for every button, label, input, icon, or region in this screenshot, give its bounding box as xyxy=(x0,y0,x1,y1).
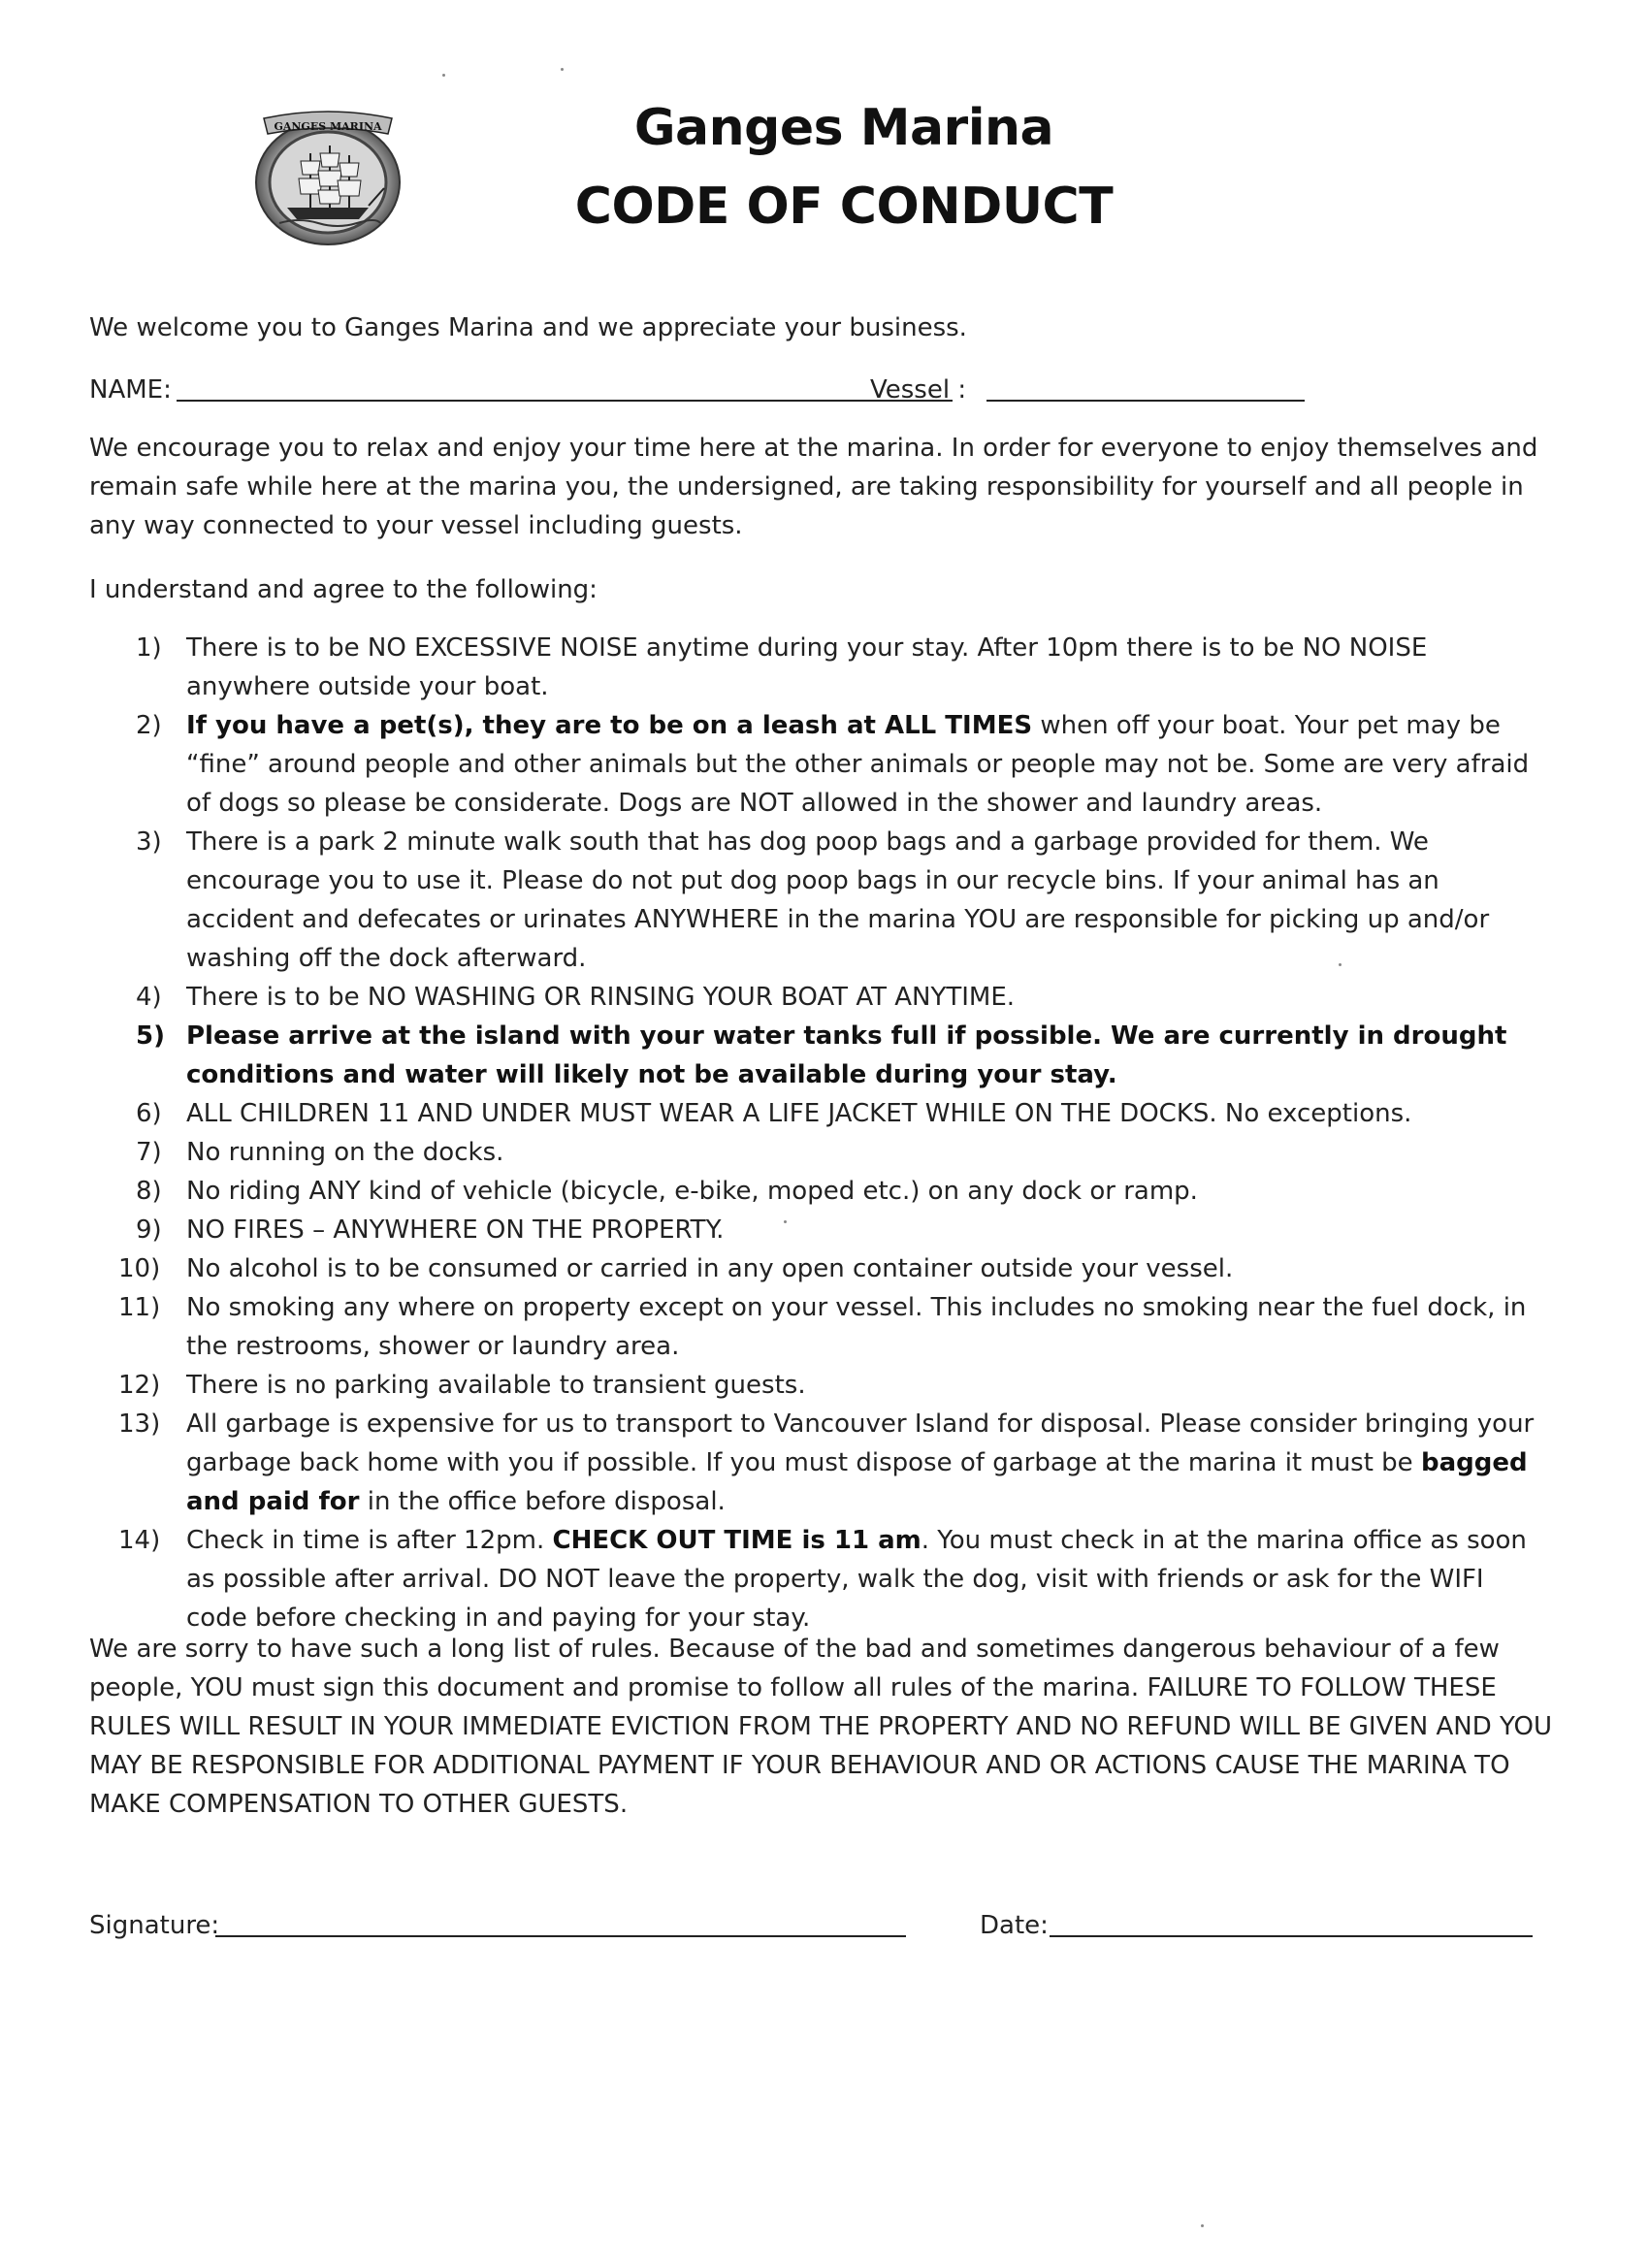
vessel-label: Vessel : xyxy=(870,375,967,405)
intro-paragraph: We encourage you to relax and enjoy your time here at the marina. In order for everyone to enjoy themselves and remain safe while here at the marina you, the undersigned, are taking responsibility for yourself and all people in any way connected to your vessel including guests. xyxy=(89,434,1538,540)
rule-number: 14) xyxy=(118,1526,161,1555)
rule-text: All garbage is expensive for us to transport to Vancouver Island for disposal. Please consider bringing your garbage back home with you if possible. If you must dispose of garbage at the marina it must be xyxy=(186,1409,1535,1477)
list-item xyxy=(136,706,1547,823)
closing-paragraph: We are sorry to have such a long list of rules. Because of the bad and sometimes dangerous behaviour of a few people, YOU must sign this document and promise to follow all rules of the marina. FAILURE TO FOLLOW THESE RULES WILL RESULT IN YOUR IMMEDIATE EVICTION FROM THE PROPERTY AND NO REFUND WILL BE GIVEN AND YOU MAY BE RESPONSIBLE FOR ADDITIONAL PAYMENT IF YOUR BEHAVIOUR AND OR ACTIONS CAUSE THE MARINA TO MAKE COMPENSATION TO OTHER GUESTS. xyxy=(89,1635,1552,1819)
rule-bold-text: Please arrive at the island with your water tanks full if possible. We are currently in drought conditions and water will likely not be available during your stay. xyxy=(186,1021,1507,1089)
ship-icon xyxy=(250,105,405,248)
rules-list xyxy=(118,629,1547,1637)
list-item xyxy=(118,1521,1547,1637)
rule-text: when off your boat. Your pet may be “fine” around people and other animals but the other animals or people may not be. Some are very afraid of dogs so please be considerate. Dogs are NOT allowed in the shower and laundry areas. xyxy=(186,711,1530,818)
rule-bold-text: CHECK OUT TIME is 11 am xyxy=(552,1526,922,1555)
rule-text-tail: in the office before disposal. xyxy=(359,1487,726,1516)
rule-text: ALL CHILDREN 11 AND UNDER MUST WEAR A LIFE JACKET WHILE ON THE DOCKS. No exceptions. xyxy=(186,1099,1412,1128)
list-item xyxy=(136,1133,1547,1172)
list-item xyxy=(118,1249,1547,1288)
rule-text: No running on the docks. xyxy=(186,1138,504,1167)
rule-number: 8) xyxy=(136,1177,162,1206)
list-item xyxy=(136,629,1547,706)
list-item xyxy=(118,1288,1547,1366)
list-item xyxy=(118,1366,1547,1405)
page-subtitle: CODE OF CONDUCT xyxy=(574,178,1114,236)
rule-bold-text: bagged and paid for xyxy=(186,1448,1528,1516)
rule-bold-text: If you have a pet(s), they are to be on a leash at ALL TIMES xyxy=(186,711,1033,740)
signature-field[interactable] xyxy=(215,1935,906,1937)
rule-number: 13) xyxy=(118,1409,161,1439)
list-item xyxy=(136,1172,1547,1211)
name-field[interactable] xyxy=(177,400,953,402)
signature-row xyxy=(89,1906,1544,1949)
list-item xyxy=(118,1405,1547,1521)
rule-number: 5) xyxy=(136,1021,165,1051)
list-item xyxy=(136,1211,1547,1249)
logo-text: GANGES MARINA xyxy=(274,120,382,133)
rule-number: 12) xyxy=(118,1371,161,1400)
rule-text: There is a park 2 minute walk south that has dog poop bags and a garbage provided for them. We encourage you to use it. Please do not put dog poop bags in our recycle bins. If your animal has an accident and defecates or urinates ANYWHERE in the marina YOU are responsible for picking up and/or washing off the dock afterward. xyxy=(186,827,1490,973)
rule-number: 11) xyxy=(118,1293,161,1322)
rule-number: 6) xyxy=(136,1099,162,1128)
rule-text-tail: . You must check in at the marina office as soon as possible after arrival. DO NOT leave the property, walk the dog, visit with friends or ask for the WIFI code before checking in and paying for your stay. xyxy=(186,1526,1527,1633)
rule-text: No alcohol is to be consumed or carried in any open container outside your vessel. xyxy=(186,1254,1234,1283)
rule-text: Check in time is after 12pm. xyxy=(186,1526,553,1555)
vessel-field[interactable] xyxy=(986,400,1305,402)
rule-text: No smoking any where on property except on your vessel. This includes no smoking near the fuel dock, in the restrooms, shower or laundry area. xyxy=(186,1293,1527,1361)
rule-number: 10) xyxy=(118,1254,161,1283)
rule-number: 9) xyxy=(136,1215,162,1245)
rule-number: 3) xyxy=(136,827,162,857)
name-label: NAME: xyxy=(89,375,172,405)
rule-text: No riding ANY kind of vehicle (bicycle, e-bike, moped etc.) on any dock or ramp. xyxy=(186,1177,1198,1206)
rule-text: NO FIRES – ANYWHERE ON THE PROPERTY. xyxy=(186,1215,725,1245)
rule-text: There is to be NO WASHING OR RINSING YOUR BOAT AT ANYTIME. xyxy=(186,983,1016,1012)
rule-text: There is to be NO EXCESSIVE NOISE anytime during your stay. After 10pm there is to be NO NOISE anywhere outside your boat. xyxy=(186,633,1428,701)
marina-logo-seal xyxy=(250,105,405,248)
rule-text: There is no parking available to transient guests. xyxy=(186,1371,806,1400)
signature-label: Signature: xyxy=(89,1911,220,1940)
welcome-text: We welcome you to Ganges Marina and we appreciate your business. xyxy=(89,313,967,342)
rule-number: 4) xyxy=(136,983,162,1012)
list-item xyxy=(136,978,1547,1017)
list-item xyxy=(136,1017,1547,1094)
rule-number: 1) xyxy=(136,633,162,663)
name-vessel-row xyxy=(89,371,1350,413)
rule-number: 2) xyxy=(136,711,162,740)
agree-heading: I understand and agree to the following: xyxy=(89,575,598,604)
list-item xyxy=(136,1094,1547,1133)
list-item xyxy=(136,823,1547,978)
page-title: Ganges Marina xyxy=(633,99,1054,157)
date-field[interactable] xyxy=(1050,1935,1533,1937)
date-label: Date: xyxy=(980,1911,1049,1940)
rule-number: 7) xyxy=(136,1138,162,1167)
